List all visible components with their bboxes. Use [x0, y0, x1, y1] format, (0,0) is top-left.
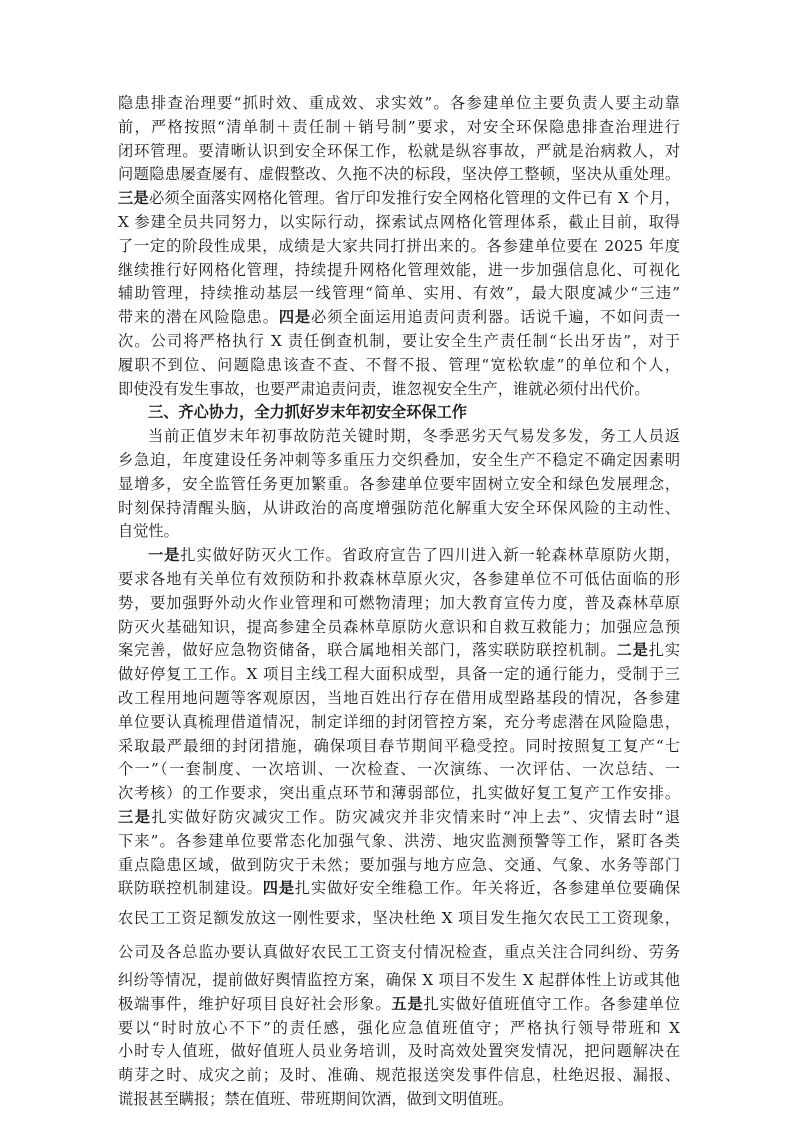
text-line	[118, 687, 680, 711]
line-text: 前，严格按照“清单制＋责任制＋销号制”要求，对安全环保隐患排查治理进行	[118, 117, 680, 136]
line-text: 时刻保持清醒头脑，从讲政治的高度增强防范化解重大安全环保风险的主动性、	[118, 498, 680, 517]
text-line	[118, 1088, 680, 1112]
line-text: 纠纷等情况，提前做好舆情监控方案，确保 X 项目不发生 X 起群体性上访或其他	[118, 971, 680, 990]
line-text: 案完善，做好应急物资储备，联合属地相关部门，落实联防联控机制。	[118, 641, 617, 660]
text-line	[118, 211, 680, 235]
text-line	[118, 235, 680, 259]
emphasis-marker: 三是	[118, 189, 149, 208]
line-text: 隐患排查治理要“抓时效、重成效、求实效”。各参建单位主要负责人要主动靠	[118, 94, 680, 112]
line-text: 萌芽之时、成灾之前；及时、准确、规范报送突发事件信息，杜绝迟报、漏报、	[118, 1066, 680, 1085]
text-line	[118, 473, 680, 497]
text-line	[118, 969, 680, 993]
line-text: 个一”（一套制度、一次培训、一次检查、一次演练、一次评估、一次总结、一	[118, 760, 680, 779]
line-text: 即使没有发生事故，也要严肃追责问责，谁忽视安全生产，谁就必须付出代价。	[118, 379, 650, 398]
line-text-continued: 必须全面运用追责问责利器。话说千遍，不如问责一	[311, 308, 681, 327]
line-text: 做好停复工工作。X 项目主线工程大面积成型，具备一定的通行能力，受制于三	[118, 665, 680, 684]
text-line	[118, 1017, 680, 1041]
line-text: 单位要认真梳理借道情况，制定详细的封闭管控方案，充分考虑潜在风险隐患，	[118, 712, 680, 731]
text-line	[118, 520, 680, 544]
line-text: 采取最严最细的封闭措施，确保项目春节期间平稳受控。同时按照复工复产“七	[118, 736, 680, 755]
line-text: 扎实做好防灾减灾工作。防灾减灾并非灾情来时“冲上去”、灾情去时“退	[151, 807, 681, 826]
emphasis-marker: 四是	[262, 879, 295, 898]
text-line	[118, 993, 680, 1017]
text-line	[118, 877, 680, 901]
line-text: 问题隐患屡查屡有、虚假整改、久拖不决的标段，坚决停工整顿，坚决从重处理。	[118, 165, 680, 184]
line-text: 谎报甚至瞒报；禁在值班、带班期间饮酒，做到文明值班。	[118, 1090, 513, 1109]
line-text-continued: 扎实做好值班值守工作。各参建单位	[423, 994, 681, 1013]
text-line	[118, 663, 680, 687]
text-line	[118, 544, 680, 568]
emphasis-marker: 一是	[148, 546, 181, 565]
line-text: X 参建全员共同努力，以实际行动，探索试点网格化管理体系，截止目前，取得	[118, 212, 680, 231]
text-line	[118, 306, 680, 330]
line-text: 极端事件，维护好项目良好社会形象。	[118, 994, 392, 1013]
text-line	[118, 116, 680, 140]
line-text: 显增多，安全监管任务更加繁重。各参建单位要牢固树立安全和绿色发展理念，	[118, 474, 680, 493]
line-text: 履职不到位、问题隐患该查不查、不督不报、管理“宽松软虚”的单位和个人，	[118, 355, 680, 374]
line-text: 扎实做好防灭火工作。省政府宣告了四川进入新一轮森林草原防火期，	[180, 546, 681, 565]
line-text: 小时专人值班，做好值班人员业务培训，及时高效处置突发情况，把问题解决在	[118, 1042, 680, 1061]
text-line	[118, 806, 680, 830]
line-text: 继续推行好网格化管理，持续提升网格化管理效能，进一步加强信息化、可视化	[118, 260, 680, 279]
line-text-continued: 扎实	[648, 641, 681, 660]
line-text: 势，要加强野外动火作业管理和可燃物清理；加大教育宣传力度，普及森林草原	[118, 593, 680, 612]
text-line	[118, 711, 680, 735]
line-text: 当前正值岁末年初事故防范关键时期，冬季恶劣天气易发多发，务工人员返	[148, 427, 680, 446]
section-heading	[118, 401, 680, 425]
line-text: 重点隐患区域，做到防灾于未然；要加强与地方应急、交通、气象、水务等部门	[118, 855, 680, 874]
text-line	[118, 497, 680, 521]
text-line	[118, 901, 680, 935]
text-line	[118, 425, 680, 449]
line-text-continued: 扎实做好安全维稳工作。年关将近，各参建单位要确保	[294, 879, 681, 898]
line-text: 要求各地有关单位有效预防和扑救森林草原火灾，各参建单位不可低估面临的形	[118, 569, 680, 588]
text-line	[118, 735, 680, 759]
text-line	[118, 830, 680, 854]
line-text: 次考核）的工作要求，突出重点环节和薄弱部位，扎实做好复工复产工作安排。	[118, 784, 680, 803]
text-line	[118, 1040, 680, 1064]
line-text: 乡急迫，年度建设任务冲刺等多重压力交织叠加，安全生产不稳定不确定因素明	[118, 450, 680, 469]
line-text: 下来”。各参建单位要常态化加强气象、洪涝、地灾监测预警等工作，紧盯各类	[118, 831, 680, 850]
text-line	[118, 92, 680, 116]
emphasis-marker: 五是	[391, 994, 424, 1013]
text-line	[118, 282, 680, 306]
text-line	[118, 163, 680, 187]
line-text: 必须全面落实网格化管理。省厅印发推行安全网格化管理的文件已有 X 个月，	[148, 189, 681, 208]
line-text: 辅助管理，持续推动基层一线管理“简单、实用、有效”，最大限度减少“三违”	[118, 284, 680, 303]
text-line	[118, 758, 680, 782]
emphasis-marker: 二是	[616, 641, 649, 660]
text-line	[118, 568, 680, 592]
line-text: 公司及各总监办要认真做好农民工工资支付情况检查，重点关注合同纠纷、劳务	[118, 943, 680, 962]
line-text: 闭环管理。要清晰认识到安全环保工作，松就是纵容事故，严就是治病救人，对	[118, 141, 680, 160]
text-line	[118, 187, 680, 211]
line-text: 带来的潜在风险隐患。	[118, 308, 279, 327]
text-line	[118, 782, 680, 806]
line-text: 联防联控机制建设。	[118, 879, 263, 898]
line-text: 要以“时时放心不下”的责任感，强化应急值班值守；严格执行领导带班和 X	[118, 1018, 680, 1037]
line-text: 自觉性。	[118, 522, 179, 541]
text-line	[118, 639, 680, 663]
emphasis-marker: 三是	[118, 807, 152, 826]
text-line	[118, 140, 680, 164]
emphasis-marker: 四是	[278, 308, 311, 327]
text-line	[118, 259, 680, 283]
line-text: 次。公司将严格执行 X 责任倒查机制，要让安全生产责任制“长出牙齿”，对于	[118, 331, 680, 350]
heading-text: 三、齐心协力，全力抓好岁末年初安全环保工作	[148, 403, 467, 422]
text-line	[118, 592, 680, 616]
text-line	[118, 449, 680, 473]
text-line	[118, 330, 680, 354]
line-text: 了一定的阶段性成果，成绩是大家共同打拼出来的。各参建单位要在 2025 年度	[118, 236, 680, 255]
document-body	[118, 92, 680, 1112]
line-text: 农民工工资足额发放这一刚性要求，坚决杜绝 X 项目发生拖欠农民工工资现象，	[118, 909, 680, 928]
text-line	[118, 616, 680, 640]
text-line	[118, 378, 680, 402]
text-line	[118, 1064, 680, 1088]
text-line	[118, 854, 680, 878]
line-text: 改工程用地问题等客观原因，当地百姓出行存在借用成型路基段的情况，各参建	[118, 688, 680, 707]
text-line	[118, 935, 680, 969]
text-line	[118, 354, 680, 378]
line-text: 防灭火基础知识，提高参建全员森林草原防火意识和自救互救能力；加强应急预	[118, 617, 680, 636]
